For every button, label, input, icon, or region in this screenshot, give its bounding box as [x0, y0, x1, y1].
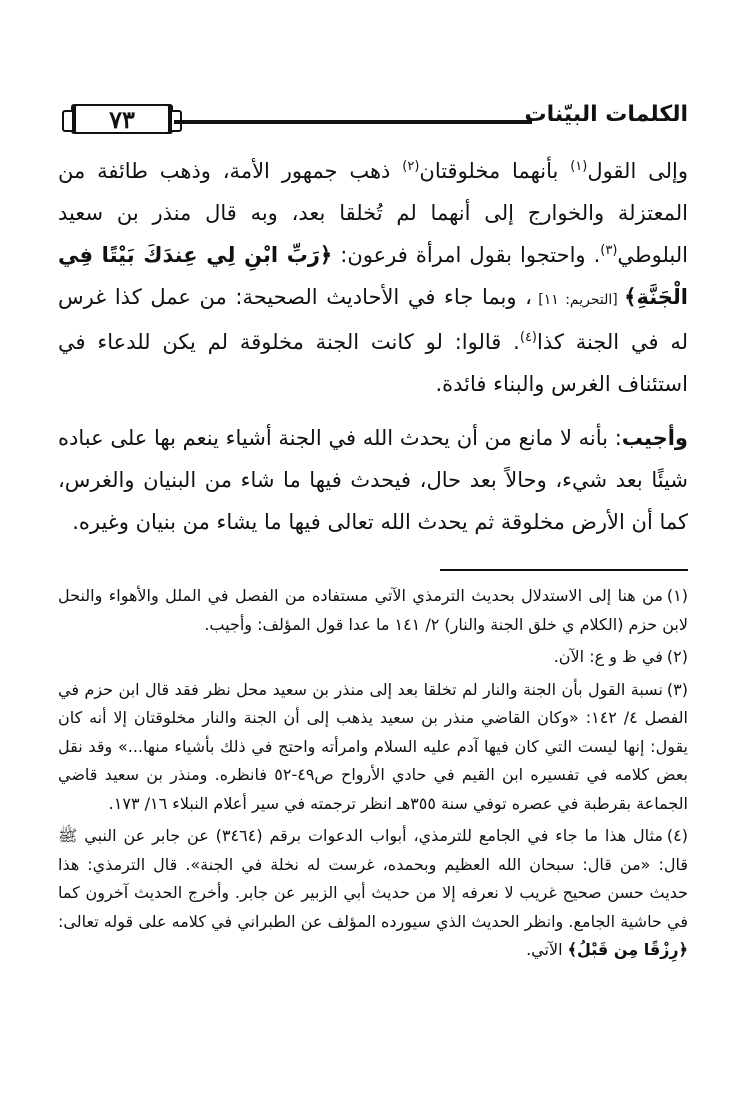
page-number: ٧٣ [109, 104, 135, 134]
paragraph-2: وأجيب: بأنه لا مانع من أن يحدث الله في الجنة أشياء ينعم بها على عباده شيئًا بعد شيء، وحالاً بعد حال، فيحدث فيها ما شاء من البنيان والغرس، كما أن الأرض مخلوقة ثم يحدث الله تعالى فيها ما يشاء من بنيان وغيره. [58, 426, 688, 534]
footnote-ref-1[interactable]: (١) [570, 159, 588, 174]
header-rule [174, 120, 532, 124]
footnote-2: (٢)في ظ و ع: الآن. [553, 647, 688, 666]
paragraph-1: وإلى القول$^{(١)}$ بأنهما مخلوقتان$^{(٢)}$ ذهب جمهور الأمة، وذهب طائفة من المعتزلة والخوارج إلى أنهما لم تُخلقا بعد، وبه قال منذر بن سعيد البلوطي$^{(٣)}$. واحتجوا بقول امرأة فرعون: ﴿رَبِّ ابْنِ لِي عِندَكَ بَيْتًا فِي الْجَنَّةِ﴾ [التحريم: ١١] ، وبما جاء في الأحاديث الصحيحة: من عمل كذا غرس له في الجنة كذا$^{(٤)}$. قالوا: لو كانت الجنة مخلوقة لم يكن للدعاء في استئناف الغرس والبناء فائدة. [58, 159, 689, 396]
footnote-ref-4[interactable]: (٤) [519, 330, 537, 345]
page-header [70, 96, 688, 136]
footnote-ref-2[interactable]: (٢) [402, 159, 420, 174]
verse-reference: [التحريم: ١١] [531, 292, 625, 308]
footnote-quran-verse: ﴿رِزْقًا مِن قَبْلُ﴾ [567, 940, 688, 959]
answer-lead: وأجيب [621, 426, 688, 450]
page-number-badge [74, 104, 170, 134]
book-title: الكلمات البيّنات [524, 102, 688, 127]
footnotes [58, 582, 688, 969]
main-text [58, 150, 688, 543]
quran-verse: ﴿رَبِّ ابْنِ لِي عِندَكَ بَيْتًا فِي الْجَنَّةِ﴾ [58, 243, 689, 309]
footnote-3: (٣)نسبة القول بأن الجنة والنار لم تخلقا بعد إلى منذر بن سعيد محل نظر فقد قال ابن حزم في الفصل ٤/ ١٤٢: «وكان القاضي منذر بن سعيد يذهب إلى أن الجنة والنار مخلوقتان إلا أنه كان يقول: إنها ليست التي كان فيها آدم عليه السلام وامرأته واحتج في ذلك بأشياء منها...» وقد نقل بعض كلامه في تفسيره ابن القيم في حادي الأرواح ص٤٩-٥٢ فانظره. ومنذر بن سعيد قاضي الجماعة بقرطبة في عصره توفي سنة ٣٥٥هـ انظر ترجمته في سير أعلام النبلاء ١٦/ ١٧٣. [58, 679, 688, 813]
footnote-1: (١)من هنا إلى الاستدلال بحديث الترمذي الآتي مستفاده من الفصل في الملل والأهواء والنحل لابن حزم (الكلام ي خلق الجنة والنار) ٢/ ١٤١ ما عدا قول المؤلف: وأجيب. [58, 586, 688, 634]
footnote-4: (٤)مثال هذا ما جاء في الجامع للترمذي، أبواب الدعوات برقم (٣٤٦٤) عن جابر عن النبي ﷺ قال: «من قال: سبحان الله العظيم وبحمده، غرست له نخلة في الجنة». قال الترمذي: هذا حديث حسن صحيح غريب لا نعرفه إلا من حديث أبي الزبير عن جابر. وأخرج الحديث آخرون كما في حاشية الجامع. وانظر الحديث الذي سيورده المؤلف عن الطبراني في كلامه على قوله تعالى: ﴿رِزْقًا مِن قَبْلُ﴾ الآتي. [58, 826, 689, 959]
footnote-ref-3[interactable]: (٣) [600, 243, 618, 258]
footnote-separator [440, 569, 688, 571]
